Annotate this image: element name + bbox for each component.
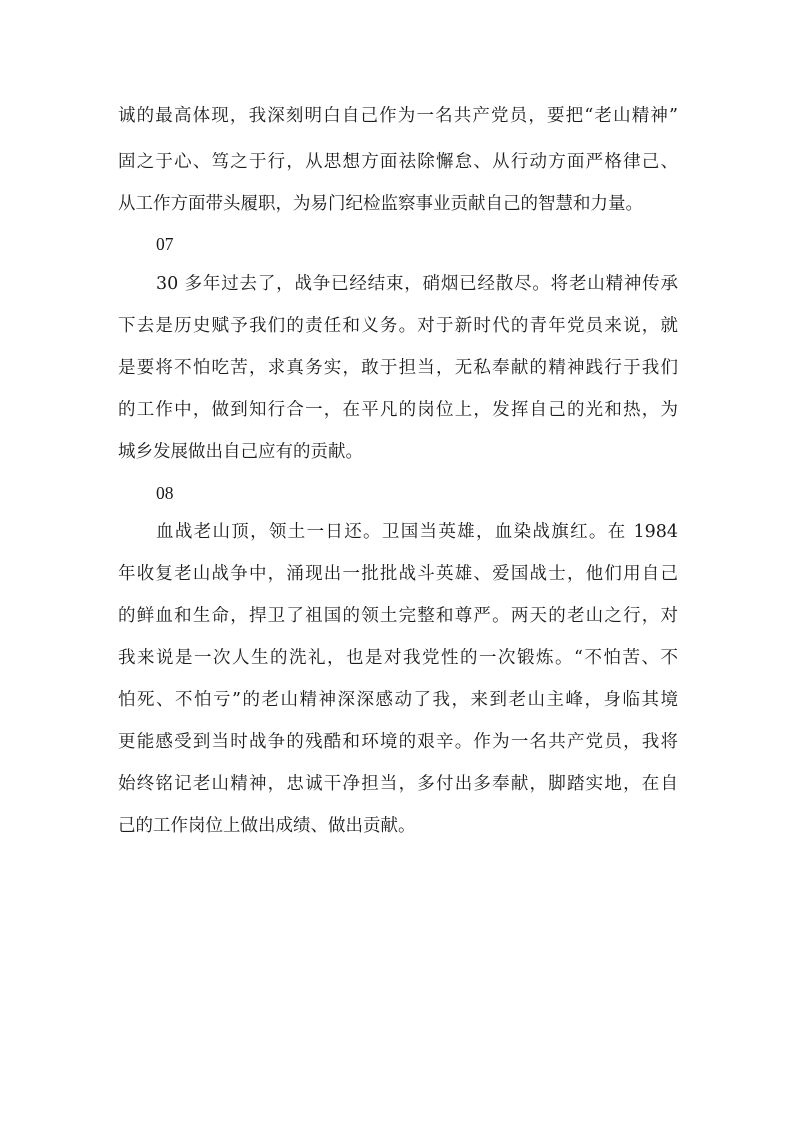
paragraph-line: 更能感受到当时战争的残酷和环境的艰辛。作为一名共产党员，我将 [118,732,678,752]
paragraph-line: 己的工作岗位上做出成绩、做出贡献。 [118,816,416,836]
paragraph-line: 下去是历史赋予我们的责任和义务。对于新时代的青年党员来说，就 [118,316,678,336]
paragraph-line: 年收复老山战争中，涌现出一批批战斗英雄、爱国战士，他们用自己 [118,564,678,584]
paragraph-line: 固之于心、笃之于行，从思想方面祛除懈怠、从行动方面严格律己、 [118,152,678,172]
paragraph-line: 血战老山顶，领土一日还。卫国当英雄，血染战旗红。在 1984 [156,522,678,542]
paragraph-line: 从工作方面带头履职，为易门纪检监察事业贡献自己的智慧和力量。 [118,194,643,214]
paragraph-line: 诚的最高体现，我深刻明白自己作为一名共产党员，要把“老山精神” [118,106,678,126]
paragraph-line: 我来说是一次人生的洗礼，也是对我党性的一次锻炼。“不怕苦、不 [118,648,678,668]
section-number: 07 [156,234,174,254]
paragraph-line: 的鲜血和生命，捍卫了祖国的领土完整和尊严。两天的老山之行，对 [118,606,678,626]
paragraph-line: 始终铭记老山精神，忠诚干净担当，多付出多奉献，脚踏实地，在自 [118,774,678,794]
paragraph-line: 30 多年过去了，战争已经结束，硝烟已经散尽。将老山精神传承 [156,274,678,294]
section-number: 08 [156,483,174,503]
paragraph-line: 城乡发展做出自己应有的贡献。 [118,442,363,462]
paragraph-line: 怕死、不怕亏”的老山精神深深感动了我，来到老山主峰，身临其境 [118,690,678,710]
paragraph-line: 是要将不怕吃苦，求真务实，敢于担当，无私奉献的精神践行于我们 [118,358,678,378]
paragraph-line: 的工作中，做到知行合一，在平凡的岗位上，发挥自己的光和热，为 [118,400,678,420]
